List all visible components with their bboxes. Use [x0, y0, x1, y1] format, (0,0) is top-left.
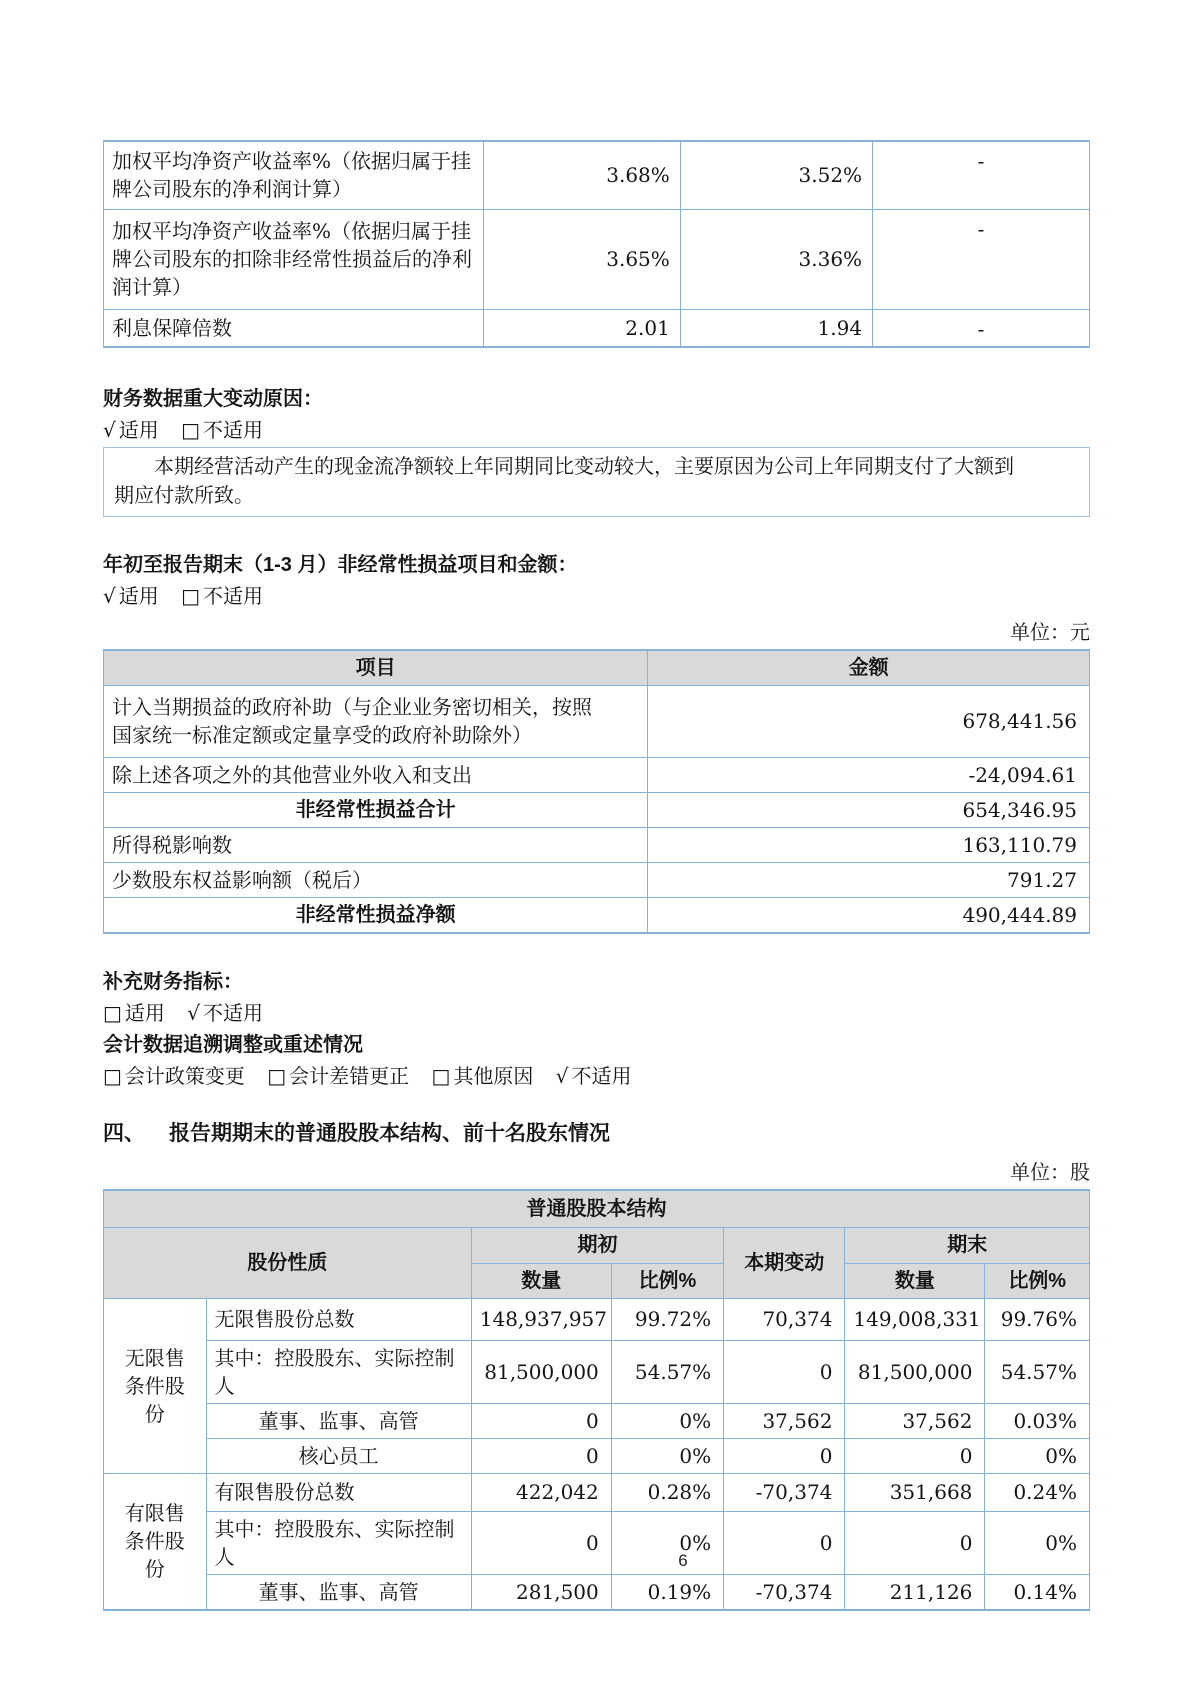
share-structure-table — [103, 1189, 1090, 1611]
restatement-options-line — [103, 1064, 1090, 1088]
end-quantity: 0 — [845, 1511, 985, 1574]
checkbox-icon: □ — [103, 1063, 122, 1088]
page-content — [103, 0, 1090, 1611]
end-quantity: 211,126 — [845, 1574, 985, 1610]
checkbox-icon: □ — [181, 583, 201, 608]
end-ratio: 0% — [985, 1511, 1090, 1574]
begin-quantity: 0 — [471, 1438, 611, 1473]
period-change: 37,562 — [724, 1403, 845, 1438]
item-label: 无限售股份总数 — [206, 1298, 471, 1340]
begin-ratio: 0% — [611, 1403, 723, 1438]
column-header-ending: 期末 — [845, 1227, 1090, 1263]
ratio-prior-value: 1.94 — [680, 309, 872, 347]
check-icon: √ — [103, 417, 116, 442]
column-header-ratio: 比例% — [611, 1263, 723, 1298]
end-ratio: 0% — [985, 1438, 1090, 1473]
table-title-row — [104, 1190, 1090, 1228]
column-header-quantity: 数量 — [471, 1263, 611, 1298]
item-label: 计入当期损益的政府补助（与企业业务密切相关，按照国家统一标准定额或定量享受的政府补助除外） — [104, 685, 648, 757]
period-change: -70,374 — [724, 1473, 845, 1511]
end-quantity: 0 — [845, 1438, 985, 1473]
restatement-heading: 会计数据追溯调整或重述情况 — [103, 1033, 363, 1056]
checkbox-other-reason — [432, 1064, 534, 1088]
ratio-label: 加权平均净资产收益率%（依据归属于挂牌公司股东的净利润计算） — [104, 141, 484, 209]
amount-value: -24,094.61 — [648, 757, 1090, 792]
begin-quantity: 148,937,957 — [471, 1298, 611, 1340]
applicability-line — [103, 1001, 1090, 1025]
begin-ratio: 0% — [611, 1511, 723, 1574]
unit-label: 单位：元 — [1010, 619, 1090, 644]
table-row — [104, 209, 1090, 309]
section-4-heading — [103, 1120, 1090, 1148]
checkbox-label: 会计政策变更 — [124, 1063, 245, 1088]
ratio-label: 利息保障倍数 — [104, 309, 484, 347]
checkbox-applicable — [103, 1001, 165, 1025]
end-quantity: 81,500,000 — [845, 1340, 985, 1403]
unit-label: 单位：股 — [1010, 1159, 1090, 1184]
applicability-line — [103, 418, 1090, 442]
table-row — [104, 1473, 1090, 1511]
item-label: 其中：控股股东、实际控制人 — [206, 1340, 471, 1403]
non-recurring-table-wrap — [103, 649, 1090, 934]
check-icon: √ — [103, 583, 116, 608]
table-row — [104, 827, 1090, 862]
checkbox-not-applicable — [556, 1064, 632, 1088]
checkbox-icon: □ — [267, 1063, 287, 1088]
checkbox-label: 不适用 — [203, 1000, 264, 1025]
checkbox-icon: □ — [181, 417, 201, 442]
subtotal-label: 非经常性损益净额 — [104, 897, 648, 933]
column-header-change: 本期变动 — [724, 1227, 845, 1298]
ratio-current-value: 3.68% — [483, 141, 680, 209]
period-change: -70,374 — [724, 1574, 845, 1610]
checkbox-error-correction — [267, 1064, 409, 1088]
item-label: 除上述各项之外的其他营业外收入和支出 — [104, 757, 648, 792]
begin-ratio: 0.28% — [611, 1473, 723, 1511]
column-header-item: 项目 — [104, 650, 648, 686]
item-label: 核心员工 — [206, 1438, 471, 1473]
end-ratio: 54.57% — [985, 1340, 1090, 1403]
begin-ratio: 0% — [611, 1438, 723, 1473]
amount-value: 791.27 — [648, 862, 1090, 897]
checkbox-label: 其他原因 — [453, 1063, 534, 1088]
amount-value: 678,441.56 — [648, 685, 1090, 757]
checkbox-policy-change — [103, 1064, 245, 1088]
checkbox-label: 不适用 — [203, 583, 264, 608]
ratio-prior-value: 3.36% — [680, 209, 872, 309]
column-header-amount: 金额 — [648, 650, 1090, 686]
period-change: 0 — [724, 1340, 845, 1403]
checkbox-label: 会计差错更正 — [289, 1063, 410, 1088]
amount-value: 654,346.95 — [648, 792, 1090, 827]
table-row — [104, 1574, 1090, 1610]
item-label: 所得税影响数 — [104, 827, 648, 862]
table-row — [104, 309, 1090, 347]
item-label: 少数股东权益影响额（税后） — [104, 862, 648, 897]
table-row — [104, 862, 1090, 897]
table-row — [104, 1340, 1090, 1403]
checkbox-not-applicable — [181, 584, 263, 608]
column-header-ratio: 比例% — [985, 1263, 1090, 1298]
item-label: 其中：控股股东、实际控制人 — [206, 1511, 471, 1574]
begin-quantity: 0 — [471, 1403, 611, 1438]
checkbox-applicable — [103, 584, 159, 608]
check-icon: √ — [187, 1000, 201, 1025]
group-label-unrestricted: 无限售条件股份 — [104, 1298, 207, 1473]
section-heading-change-reason: 财务数据重大变动原因： — [103, 387, 323, 410]
table-row — [104, 1298, 1090, 1340]
checkbox-not-applicable — [181, 418, 263, 442]
section-number: 四、 — [103, 1121, 145, 1145]
table-header-row — [104, 650, 1090, 686]
checkbox-label: 适用 — [124, 1000, 165, 1025]
end-ratio: 0.14% — [985, 1574, 1090, 1610]
end-ratio: 0.03% — [985, 1403, 1090, 1438]
ratio-note-value: - — [873, 309, 1090, 347]
check-icon: √ — [555, 1063, 569, 1088]
end-quantity: 37,562 — [845, 1403, 985, 1438]
checkbox-label: 不适用 — [571, 1063, 632, 1088]
applicability-line — [103, 584, 1090, 608]
table-row — [104, 1403, 1090, 1438]
checkbox-icon: □ — [431, 1063, 451, 1088]
table-header-row — [104, 1227, 1090, 1263]
item-label: 有限售股份总数 — [206, 1473, 471, 1511]
period-change: 70,374 — [724, 1298, 845, 1340]
table-row — [104, 1438, 1090, 1473]
change-reason-note: 本期经营活动产生的现金流净额较上年同期同比变动较大，主要原因为公司上年同期支付了大额到期应付款所致。 — [103, 447, 1090, 517]
section-heading-non-recurring: 年初至报告期末（1-3 月）非经常性损益项目和金额： — [103, 553, 578, 576]
amount-value: 163,110.79 — [648, 827, 1090, 862]
section-title: 报告期期末的普通股股本结构、前十名股东情况 — [169, 1121, 610, 1145]
begin-ratio: 54.57% — [611, 1340, 723, 1403]
period-change: 0 — [724, 1511, 845, 1574]
subtotal-label: 非经常性损益合计 — [104, 792, 648, 827]
share-structure-table-wrap — [103, 1189, 1090, 1611]
begin-quantity: 81,500,000 — [471, 1340, 611, 1403]
checkbox-icon: □ — [103, 1000, 122, 1025]
table-row — [104, 141, 1090, 209]
column-header-share-nature: 股份性质 — [104, 1227, 472, 1298]
checkbox-not-applicable — [187, 1001, 263, 1025]
table-row — [104, 757, 1090, 792]
begin-quantity: 0 — [471, 1511, 611, 1574]
period-change: 0 — [724, 1438, 845, 1473]
item-label: 董事、监事、高管 — [206, 1403, 471, 1438]
item-label: 董事、监事、高管 — [206, 1574, 471, 1610]
checkbox-applicable — [103, 418, 159, 442]
ratio-note-value: - — [873, 141, 1090, 209]
table-row — [104, 897, 1090, 933]
ratio-current-value: 3.65% — [483, 209, 680, 309]
end-ratio: 0.24% — [985, 1473, 1090, 1511]
ratio-label: 加权平均净资产收益率%（依据归属于挂牌公司股东的扣除非经常性损益后的净利润计算） — [104, 209, 484, 309]
ratio-note-value: - — [873, 209, 1090, 309]
end-quantity: 351,668 — [845, 1473, 985, 1511]
table-row — [104, 685, 1090, 757]
end-ratio: 99.76% — [985, 1298, 1090, 1340]
page-number: 6 — [678, 1551, 688, 1570]
checkbox-label: 适用 — [118, 417, 159, 442]
begin-quantity: 422,042 — [471, 1473, 611, 1511]
financial-ratio-table — [103, 140, 1090, 348]
end-quantity: 149,008,331 — [845, 1298, 985, 1340]
column-header-beginning: 期初 — [471, 1227, 723, 1263]
section-heading-supplementary: 补充财务指标： — [103, 970, 243, 993]
amount-value: 490,444.89 — [648, 897, 1090, 933]
table-title: 普通股股本结构 — [104, 1190, 1090, 1228]
begin-ratio: 99.72% — [611, 1298, 723, 1340]
begin-ratio: 0.19% — [611, 1574, 723, 1610]
table-row — [104, 792, 1090, 827]
ratio-current-value: 2.01 — [483, 309, 680, 347]
group-label-restricted: 有限售条件股份 — [104, 1473, 207, 1610]
ratio-prior-value: 3.52% — [680, 141, 872, 209]
column-header-quantity: 数量 — [845, 1263, 985, 1298]
checkbox-label: 不适用 — [203, 417, 264, 442]
begin-quantity: 281,500 — [471, 1574, 611, 1610]
non-recurring-table — [103, 649, 1090, 934]
checkbox-label: 适用 — [118, 583, 159, 608]
